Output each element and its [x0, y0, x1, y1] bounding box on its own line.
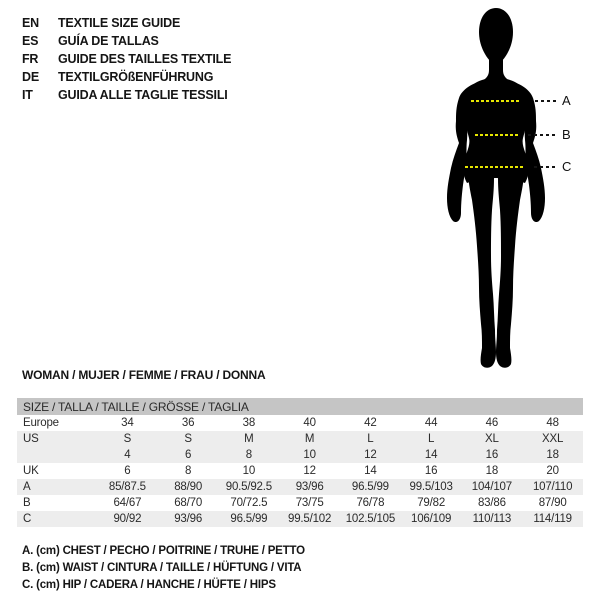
language-title: GUIDE DES TAILLES TEXTILE	[58, 52, 232, 66]
size-cell: 114/119	[522, 511, 583, 527]
size-cell: 102.5/105	[340, 511, 401, 527]
size-cell: 46	[485, 417, 499, 429]
size-cell: 4	[97, 447, 158, 463]
measure-line-c-leader	[534, 166, 558, 168]
language-code: ES	[22, 34, 39, 48]
size-cell: 36	[181, 417, 195, 429]
legend-line-a: A. (cm) CHEST / PECHO / POITRINE / TRUHE / PETTO	[22, 545, 305, 557]
row-label: B	[23, 497, 31, 509]
size-cell: L	[340, 431, 401, 447]
language-row-fr	[22, 50, 231, 68]
size-cell: 38	[242, 417, 256, 429]
size-cell: XXL	[522, 431, 583, 447]
size-cell: 79/82	[417, 497, 446, 509]
measure-label-b: B	[562, 127, 571, 142]
size-cell: 68/70	[174, 497, 203, 509]
size-cell: M	[279, 431, 340, 447]
size-cell: 14	[364, 465, 377, 477]
silhouette-left-leg	[468, 164, 496, 368]
size-cell: 34	[121, 417, 134, 429]
size-cell: 10	[279, 447, 340, 463]
language-code: IT	[22, 88, 33, 102]
size-cell: 93/96	[158, 511, 219, 527]
row-label: A	[17, 479, 97, 495]
language-title: GUÍA DE TALLAS	[58, 34, 159, 48]
size-cell: 18	[522, 447, 583, 463]
size-table-header-row	[17, 398, 583, 415]
size-cell: 20	[546, 465, 559, 477]
section-title: WOMAN / MUJER / FEMME / FRAU / DONNA	[22, 368, 266, 382]
size-cell: 76/78	[356, 497, 385, 509]
size-cell: S	[97, 431, 158, 447]
row-label: UK	[23, 465, 39, 477]
silhouette-neck	[480, 50, 512, 82]
size-table-row-us	[17, 431, 583, 447]
size-cell: 8	[185, 465, 192, 477]
language-list	[22, 14, 231, 104]
size-cell: 6	[124, 465, 131, 477]
woman-silhouette-graphic	[426, 0, 566, 378]
size-table-row-c	[17, 511, 583, 527]
language-title: TEXTILGRÖßENFÜHRUNG	[58, 70, 214, 84]
size-table-row-a	[17, 479, 583, 495]
size-cell: 14	[401, 447, 462, 463]
size-cell: 12	[340, 447, 401, 463]
woman-silhouette	[426, 0, 566, 378]
legend-line-c: C. (cm) HIP / CADERA / HANCHE / HÜFTE / HIPS	[22, 579, 276, 591]
size-table-header: SIZE / TALLA / TAILLE / GRÖSSE / TAGLIA	[17, 398, 583, 415]
row-label	[17, 447, 97, 463]
size-cell: 70/72.5	[230, 497, 268, 509]
size-table-row-b	[17, 495, 583, 511]
size-cell: 90.5/92.5	[219, 479, 280, 495]
measurement-legend	[22, 543, 305, 594]
size-cell: 85/87.5	[97, 479, 158, 495]
size-cell: 107/110	[522, 479, 583, 495]
size-cell: 106/109	[401, 511, 462, 527]
language-code: DE	[22, 70, 39, 84]
row-label: C	[17, 511, 97, 527]
legend-line-b: B. (cm) WAIST / CINTURA / TAILLE / HÜFTUNG / VITA	[22, 562, 302, 574]
size-cell: S	[158, 431, 219, 447]
size-cell: 8	[219, 447, 280, 463]
size-cell: 16	[424, 465, 438, 477]
size-cell: 40	[303, 417, 316, 429]
size-cell: 10	[242, 465, 256, 477]
size-table	[17, 398, 583, 527]
measure-line-b-body	[475, 134, 518, 136]
size-table-row-us-numeric	[17, 447, 583, 463]
size-cell: 44	[424, 417, 438, 429]
size-cell: 12	[303, 465, 316, 477]
size-cell: 73/75	[295, 497, 324, 509]
size-cell: 96.5/99	[340, 479, 401, 495]
size-cell: 90/92	[97, 511, 158, 527]
language-row-it	[22, 86, 231, 104]
silhouette-right-leg	[496, 164, 524, 368]
measure-line-c-body	[465, 166, 523, 168]
measure-label-c: C	[562, 159, 572, 174]
row-label: US	[17, 431, 97, 447]
language-code: EN	[22, 16, 39, 30]
size-cell: 64/67	[113, 497, 142, 509]
size-table-row-europe	[17, 415, 583, 431]
size-cell: M	[219, 431, 280, 447]
size-cell: 96.5/99	[219, 511, 280, 527]
language-title: TEXTILE SIZE GUIDE	[58, 16, 181, 30]
language-row-de	[22, 68, 231, 86]
measure-line-a-body	[471, 100, 521, 102]
size-cell: 104/107	[462, 479, 523, 495]
size-cell: 110/113	[462, 511, 523, 527]
language-title: GUIDA ALLE TAGLIE TESSILI	[58, 88, 228, 102]
size-cell: 42	[364, 417, 377, 429]
language-code: FR	[22, 52, 39, 66]
language-row-en	[22, 14, 231, 32]
size-cell: 18	[485, 465, 499, 477]
measure-line-a-leader	[535, 100, 558, 102]
size-table-row-uk	[17, 463, 583, 479]
measure-line-b-leader	[528, 134, 555, 136]
size-cell: 93/96	[279, 479, 340, 495]
measure-label-a: A	[562, 93, 571, 108]
size-cell: XL	[462, 431, 523, 447]
row-label: Europe	[23, 417, 59, 429]
size-cell: 87/90	[538, 497, 567, 509]
size-cell: 48	[546, 417, 559, 429]
size-cell: L	[401, 431, 462, 447]
size-table-body	[17, 415, 583, 527]
size-cell: 16	[462, 447, 523, 463]
size-cell: 99.5/103	[401, 479, 462, 495]
size-cell: 88/90	[158, 479, 219, 495]
language-row-es	[22, 32, 231, 50]
size-cell: 99.5/102	[279, 511, 340, 527]
size-cell: 83/86	[477, 497, 506, 509]
size-cell: 6	[158, 447, 219, 463]
